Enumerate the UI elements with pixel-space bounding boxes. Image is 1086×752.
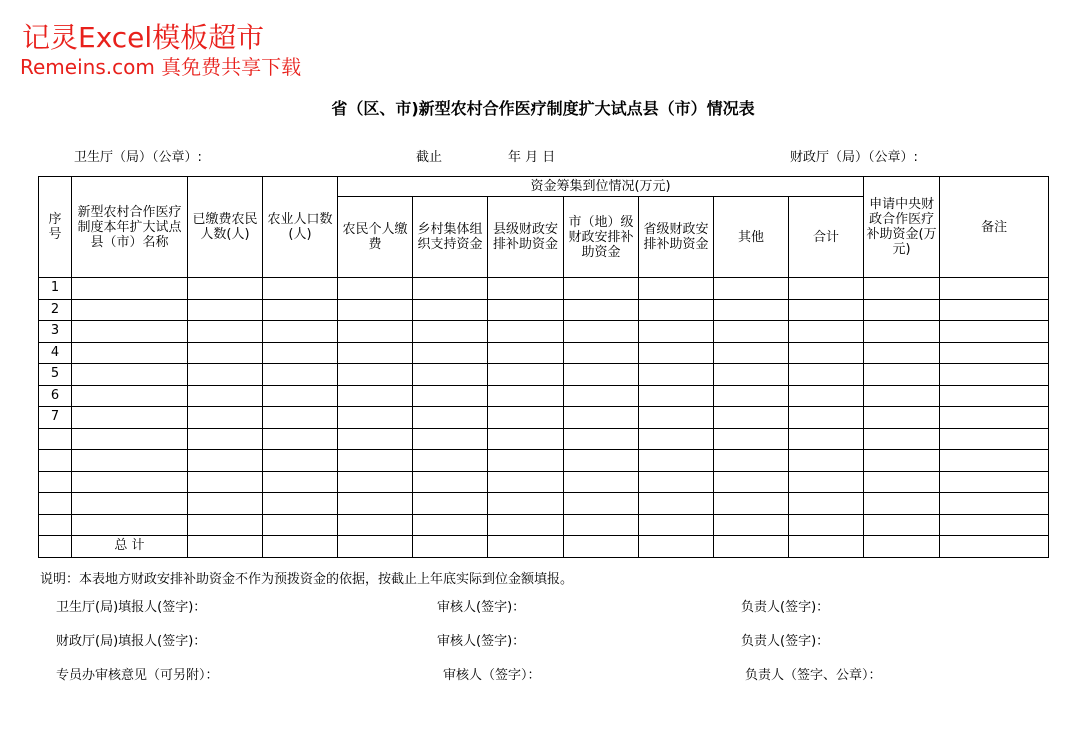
table-cell[interactable] xyxy=(188,321,263,343)
table-cell[interactable] xyxy=(188,385,263,407)
table-cell[interactable] xyxy=(564,364,639,386)
table-cell[interactable] xyxy=(338,493,413,515)
table-cell[interactable] xyxy=(940,385,1049,407)
table-cell[interactable] xyxy=(639,428,714,450)
row-seq-cell xyxy=(39,514,72,536)
table-cell[interactable] xyxy=(413,471,488,493)
table-cell[interactable] xyxy=(488,471,564,493)
table-cell[interactable] xyxy=(864,385,940,407)
header-province-fiscal: 省级财政安排补助资金 xyxy=(639,197,714,278)
table-cell[interactable] xyxy=(188,342,263,364)
table-cell[interactable] xyxy=(263,407,338,429)
watermark-subtitle: Remeins.com 真免费共享下载 xyxy=(20,55,302,79)
table-cell[interactable] xyxy=(564,514,639,536)
table-row xyxy=(39,385,1049,407)
table-cell[interactable] xyxy=(263,428,338,450)
row-seq-cell xyxy=(39,493,72,515)
table-cell[interactable] xyxy=(564,278,639,300)
table-cell[interactable] xyxy=(789,450,864,472)
table-cell[interactable] xyxy=(263,342,338,364)
table-cell[interactable] xyxy=(714,299,789,321)
table-cell[interactable] xyxy=(263,493,338,515)
header-village-funds: 乡村集体组织支持资金 xyxy=(413,197,488,278)
table-cell[interactable] xyxy=(940,364,1049,386)
table-cell[interactable] xyxy=(72,321,188,343)
table-cell[interactable] xyxy=(413,407,488,429)
table-cell[interactable] xyxy=(188,493,263,515)
table-cell[interactable] xyxy=(413,536,488,558)
table-cell[interactable] xyxy=(338,299,413,321)
header-central-subsidy: 申请中央财政合作医疗补助资金(万元) xyxy=(864,177,940,278)
table-cell[interactable] xyxy=(263,321,338,343)
table-cell[interactable] xyxy=(789,493,864,515)
table-cell[interactable] xyxy=(639,450,714,472)
table-cell[interactable] xyxy=(263,385,338,407)
table-cell[interactable] xyxy=(564,471,639,493)
table-cell[interactable] xyxy=(72,514,188,536)
table-cell[interactable] xyxy=(338,364,413,386)
table-cell[interactable] xyxy=(72,471,188,493)
table-cell[interactable] xyxy=(864,471,940,493)
table-cell[interactable] xyxy=(413,321,488,343)
table-cell[interactable] xyxy=(413,278,488,300)
table-cell[interactable] xyxy=(714,278,789,300)
table-cell[interactable] xyxy=(72,428,188,450)
table-cell[interactable] xyxy=(413,514,488,536)
table-cell[interactable] xyxy=(413,364,488,386)
header-subtotal: 合计 xyxy=(789,197,864,278)
table-cell[interactable] xyxy=(789,342,864,364)
table-row xyxy=(39,407,1049,429)
table-cell[interactable] xyxy=(714,493,789,515)
table-cell[interactable] xyxy=(564,342,639,364)
table-cell[interactable] xyxy=(488,385,564,407)
table-cell[interactable] xyxy=(263,536,338,558)
pilot-county-table xyxy=(38,176,1049,558)
commissioner-reviewer-signature: 审核人（签字）： xyxy=(443,668,541,683)
table-cell[interactable] xyxy=(714,385,789,407)
header-county-fiscal: 县级财政安排补助资金 xyxy=(488,197,564,278)
health-dept-filler-signature: 卫生厅(局)填报人(签字)： xyxy=(56,600,207,615)
table-cell[interactable] xyxy=(864,450,940,472)
table-cell[interactable] xyxy=(789,428,864,450)
table-cell[interactable] xyxy=(564,321,639,343)
table-cell[interactable] xyxy=(72,493,188,515)
table-cell[interactable] xyxy=(413,493,488,515)
table-cell[interactable] xyxy=(789,299,864,321)
table-cell[interactable] xyxy=(639,407,714,429)
table-cell[interactable] xyxy=(940,471,1049,493)
table-cell[interactable] xyxy=(940,514,1049,536)
table-row xyxy=(39,471,1049,493)
table-cell[interactable] xyxy=(940,278,1049,300)
table-row xyxy=(39,514,1049,536)
table-cell[interactable] xyxy=(789,471,864,493)
table-cell[interactable] xyxy=(940,342,1049,364)
table-cell[interactable] xyxy=(864,278,940,300)
table-cell[interactable] xyxy=(789,407,864,429)
table-cell[interactable] xyxy=(488,514,564,536)
table-cell[interactable] xyxy=(188,299,263,321)
table-cell[interactable] xyxy=(263,299,338,321)
table-cell[interactable] xyxy=(488,321,564,343)
header-paid-farmers: 已缴费农民人数(人) xyxy=(188,177,263,278)
header-remarks: 备注 xyxy=(940,177,1049,278)
table-cell[interactable] xyxy=(72,278,188,300)
table-cell[interactable] xyxy=(72,299,188,321)
table-cell[interactable] xyxy=(864,536,940,558)
commissioner-review-opinion: 专员办审核意见（可另附）： xyxy=(56,668,219,683)
row-seq-cell: 1 xyxy=(39,278,72,300)
table-cell[interactable] xyxy=(564,407,639,429)
table-cell[interactable] xyxy=(488,428,564,450)
commissioner-head-signature: 负责人（签字、公章）： xyxy=(745,668,882,683)
table-cell[interactable] xyxy=(263,278,338,300)
table-cell[interactable] xyxy=(263,450,338,472)
table-cell[interactable] xyxy=(413,428,488,450)
table-cell[interactable] xyxy=(413,450,488,472)
table-row xyxy=(39,278,1049,300)
table-cell[interactable] xyxy=(488,536,564,558)
table-cell[interactable] xyxy=(488,407,564,429)
table-cell[interactable] xyxy=(188,364,263,386)
row-seq-cell: 4 xyxy=(39,342,72,364)
table-cell[interactable] xyxy=(72,364,188,386)
watermark-title: 记灵Excel模板超市 xyxy=(22,21,265,54)
header-farmer-contribution: 农民个人缴费 xyxy=(338,197,413,278)
table-cell[interactable] xyxy=(564,536,639,558)
table-cell[interactable] xyxy=(338,428,413,450)
table-cell[interactable] xyxy=(188,471,263,493)
table-cell[interactable] xyxy=(940,536,1049,558)
table-cell[interactable] xyxy=(564,385,639,407)
table-cell[interactable] xyxy=(714,342,789,364)
table-cell[interactable] xyxy=(188,536,263,558)
header-seq: 序号 xyxy=(39,177,72,278)
table-cell[interactable] xyxy=(564,450,639,472)
table-cell[interactable] xyxy=(639,385,714,407)
header-other: 其他 xyxy=(714,197,789,278)
row-seq-cell: 3 xyxy=(39,321,72,343)
health-dept-reviewer-signature: 审核人(签字)： xyxy=(437,600,526,615)
table-cell[interactable] xyxy=(338,278,413,300)
table-cell[interactable] xyxy=(338,514,413,536)
table-cell[interactable] xyxy=(639,471,714,493)
total-label: 总 计 xyxy=(72,536,188,558)
table-cell[interactable] xyxy=(488,364,564,386)
table-cell[interactable] xyxy=(864,493,940,515)
table-cell[interactable] xyxy=(188,450,263,472)
table-cell[interactable] xyxy=(488,450,564,472)
table-cell[interactable] xyxy=(263,471,338,493)
document-title: 省（区、市)新型农村合作医疗制度扩大试点县（市）情况表 xyxy=(331,99,755,118)
table-cell[interactable] xyxy=(639,321,714,343)
table-cell[interactable] xyxy=(639,342,714,364)
table-cell[interactable] xyxy=(639,493,714,515)
row-seq-cell xyxy=(39,471,72,493)
table-row xyxy=(39,428,1049,450)
table-cell[interactable] xyxy=(940,407,1049,429)
table-cell[interactable] xyxy=(338,385,413,407)
table-cell[interactable] xyxy=(338,321,413,343)
table-cell[interactable] xyxy=(488,299,564,321)
date-label: 年 月 日 xyxy=(508,150,556,165)
table-cell[interactable] xyxy=(263,364,338,386)
table-cell[interactable] xyxy=(714,514,789,536)
table-cell[interactable] xyxy=(789,278,864,300)
table-cell[interactable] xyxy=(864,407,940,429)
table-cell[interactable] xyxy=(714,407,789,429)
row-seq-cell: 2 xyxy=(39,299,72,321)
table-cell[interactable] xyxy=(714,428,789,450)
table-cell[interactable] xyxy=(413,299,488,321)
table-cell[interactable] xyxy=(789,321,864,343)
table-cell[interactable] xyxy=(864,342,940,364)
finance-dept-filler-signature: 财政厅(局)填报人(签字)： xyxy=(56,634,207,649)
table-cell[interactable] xyxy=(263,514,338,536)
table-cell[interactable] xyxy=(564,428,639,450)
deadline-label: 截止 xyxy=(416,150,443,165)
table-cell[interactable] xyxy=(940,428,1049,450)
table-cell[interactable] xyxy=(639,536,714,558)
explanation-note: 说明：本表地方财政安排补助资金不作为预拨资金的依据，按截止上年底实际到位金额填报。 xyxy=(40,572,574,587)
table-cell[interactable] xyxy=(338,471,413,493)
table-cell[interactable] xyxy=(413,342,488,364)
row-seq-cell: 5 xyxy=(39,364,72,386)
table-row xyxy=(39,342,1049,364)
table-cell[interactable] xyxy=(564,299,639,321)
table-cell[interactable] xyxy=(864,299,940,321)
table-cell[interactable] xyxy=(338,450,413,472)
table-cell[interactable] xyxy=(72,450,188,472)
header-county-name: 新型农村合作医疗制度本年扩大试点县（市）名称 xyxy=(72,177,188,278)
table-cell[interactable] xyxy=(413,385,488,407)
table-cell[interactable] xyxy=(639,364,714,386)
total-row xyxy=(39,536,1049,558)
table-cell[interactable] xyxy=(864,514,940,536)
table-cell[interactable] xyxy=(188,407,263,429)
health-dept-head-signature: 负责人(签字)： xyxy=(741,600,830,615)
table-cell[interactable] xyxy=(72,342,188,364)
table-cell[interactable] xyxy=(789,514,864,536)
table-row xyxy=(39,299,1049,321)
table-cell[interactable] xyxy=(72,385,188,407)
table-cell[interactable] xyxy=(864,364,940,386)
health-dept-seal-label: 卫生厅（局）（公章）: xyxy=(74,150,202,165)
finance-dept-seal-label: 财政厅（局）（公章）: xyxy=(790,150,918,165)
table-cell[interactable] xyxy=(714,364,789,386)
table-cell[interactable] xyxy=(940,493,1049,515)
table-cell[interactable] xyxy=(714,536,789,558)
table-cell[interactable] xyxy=(188,278,263,300)
row-seq-cell: 7 xyxy=(39,407,72,429)
table-cell[interactable] xyxy=(188,428,263,450)
finance-dept-reviewer-signature: 审核人(签字)： xyxy=(437,634,526,649)
table-cell[interactable] xyxy=(488,493,564,515)
row-seq-cell xyxy=(39,450,72,472)
table-cell[interactable] xyxy=(188,514,263,536)
table-cell[interactable] xyxy=(564,493,639,515)
table-cell[interactable] xyxy=(639,299,714,321)
table-cell[interactable] xyxy=(338,342,413,364)
header-funds-group: 资金筹集到位情况(万元) xyxy=(338,177,864,197)
row-seq-cell xyxy=(39,536,72,558)
table-cell[interactable] xyxy=(864,321,940,343)
header-city-fiscal: 市（地）级财政安排补助资金 xyxy=(564,197,639,278)
table-row xyxy=(39,450,1049,472)
table-cell[interactable] xyxy=(714,471,789,493)
table-cell[interactable] xyxy=(338,536,413,558)
table-cell[interactable] xyxy=(639,514,714,536)
table-row xyxy=(39,364,1049,386)
finance-dept-head-signature: 负责人(签字)： xyxy=(741,634,830,649)
table-row xyxy=(39,321,1049,343)
table-cell[interactable] xyxy=(940,321,1049,343)
table-cell[interactable] xyxy=(940,450,1049,472)
table-cell[interactable] xyxy=(789,364,864,386)
table-cell[interactable] xyxy=(488,278,564,300)
table-cell[interactable] xyxy=(72,407,188,429)
table-cell[interactable] xyxy=(639,278,714,300)
table-cell[interactable] xyxy=(714,450,789,472)
table-cell[interactable] xyxy=(338,407,413,429)
table-cell[interactable] xyxy=(488,342,564,364)
table-cell[interactable] xyxy=(940,299,1049,321)
table-cell[interactable] xyxy=(864,428,940,450)
table-cell[interactable] xyxy=(714,321,789,343)
row-seq-cell: 6 xyxy=(39,385,72,407)
table-cell[interactable] xyxy=(789,385,864,407)
table-cell[interactable] xyxy=(789,536,864,558)
row-seq-cell xyxy=(39,428,72,450)
table-row xyxy=(39,493,1049,515)
header-agri-population: 农业人口数(人) xyxy=(263,177,338,278)
